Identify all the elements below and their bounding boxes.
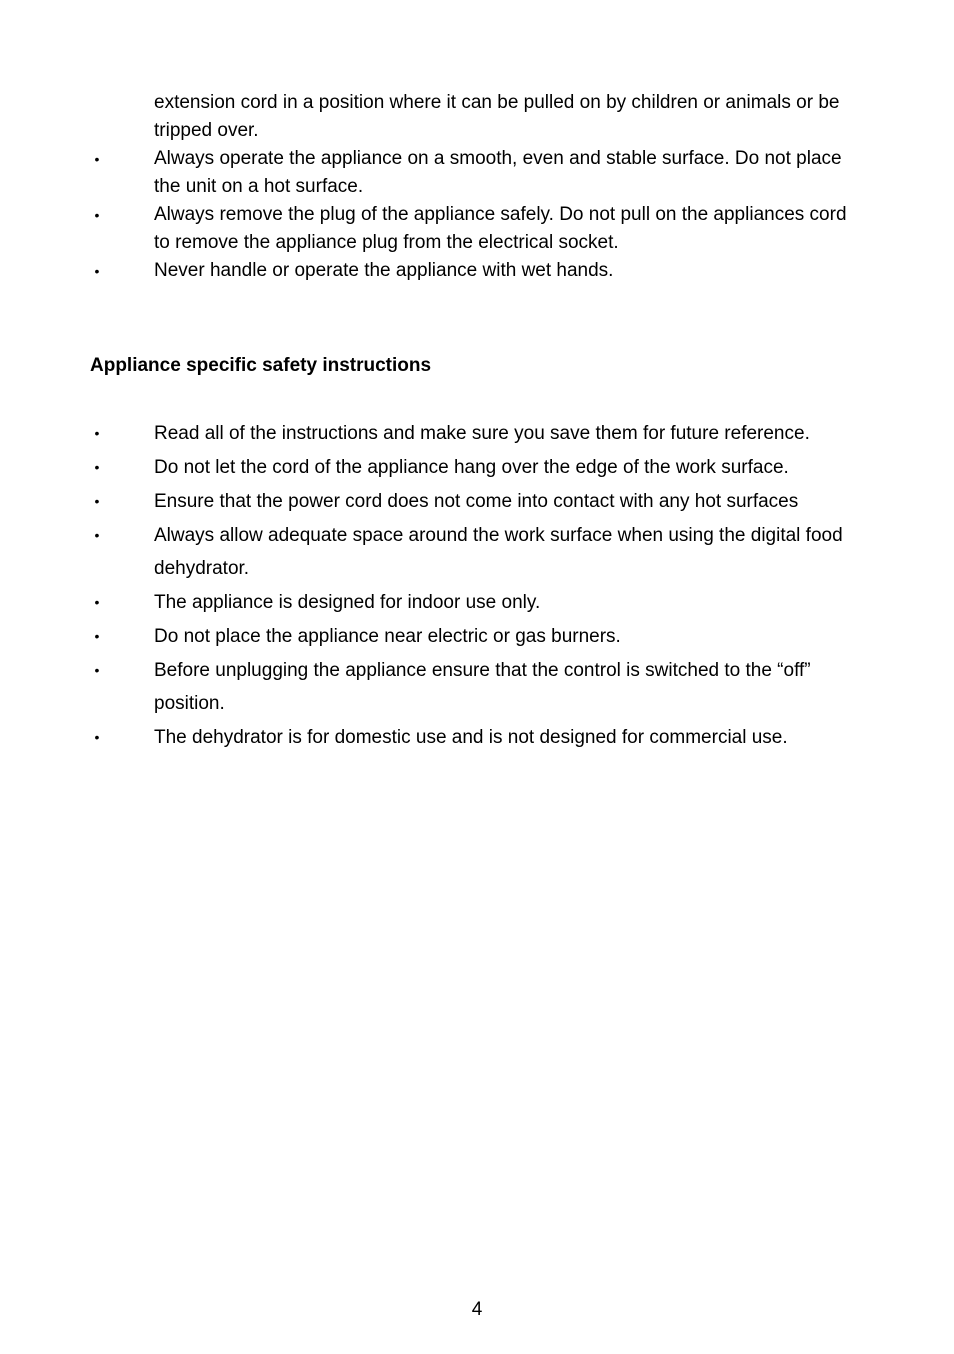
- bullet-icon: •: [94, 527, 100, 543]
- list-item-text: Do not place the appliance near electric or gas burners.: [154, 626, 621, 647]
- list-item-text: Always remove the plug of the appliance safely. Do not pull on the appliances cord to remove the appliance plug from the electrical socket.: [154, 204, 847, 253]
- section-heading: Appliance specific safety instructions: [90, 355, 432, 376]
- list-item-text: Do not let the cord of the appliance hang over the edge of the work surface.: [154, 457, 789, 478]
- list-item: [0, 721, 954, 754]
- list-item-text: Never handle or operate the appliance with wet hands.: [154, 260, 614, 281]
- bullet-icon: •: [94, 729, 100, 745]
- bullet-icon: •: [94, 594, 100, 610]
- list-item-text: Before unplugging the appliance ensure that the control is switched to the “off” position.: [154, 660, 811, 714]
- list-item: [0, 485, 954, 518]
- specific-safety-list: [0, 417, 954, 755]
- bullet-icon: •: [94, 628, 100, 644]
- list-item-text: The dehydrator is for domestic use and is not designed for commercial use.: [154, 727, 788, 748]
- list-item-text: The appliance is designed for indoor use only.: [154, 592, 541, 613]
- page-number: 4: [471, 1299, 483, 1320]
- list-item-text: Read all of the instructions and make sure you save them for future reference.: [154, 423, 810, 444]
- list-item: [0, 519, 954, 585]
- bullet-icon: •: [94, 425, 100, 441]
- list-item: [0, 620, 954, 653]
- general-safety-list: [0, 145, 954, 285]
- bullet-icon: •: [94, 459, 100, 475]
- list-item: [0, 417, 954, 450]
- list-item: [0, 201, 954, 257]
- list-item: [0, 145, 954, 201]
- bullet-icon: •: [94, 493, 100, 509]
- list-item-text: Always allow adequate space around the work surface when using the digital food dehydrator.: [154, 525, 843, 579]
- list-item-text: Ensure that the power cord does not come into contact with any hot surfaces: [154, 491, 799, 512]
- list-item: [0, 654, 954, 720]
- list-item-text: Always operate the appliance on a smooth, even and stable surface. Do not place the unit on a hot surface.: [154, 148, 842, 197]
- bullet-icon: •: [94, 151, 100, 167]
- bullet-icon: •: [94, 263, 100, 279]
- bullet-icon: •: [94, 207, 100, 223]
- list-item: [0, 586, 954, 619]
- bullet-icon: •: [94, 662, 100, 678]
- list-item: [0, 451, 954, 484]
- list-item: [0, 257, 954, 285]
- continuation-paragraph: extension cord in a position where it can be pulled on by children or animals or be tripped over.: [154, 92, 840, 141]
